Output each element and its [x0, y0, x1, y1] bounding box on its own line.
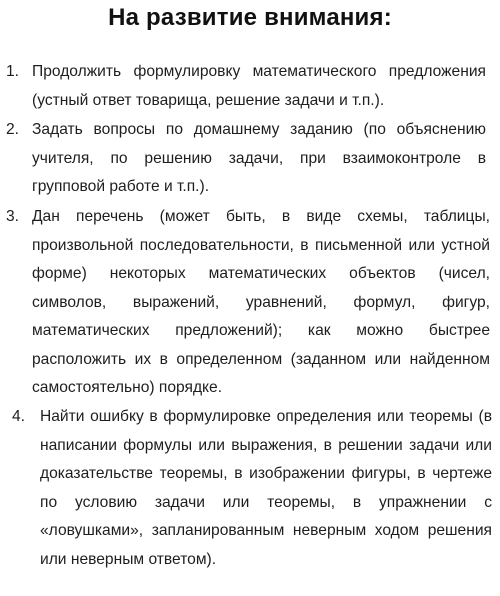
list-item-number: 2. — [6, 121, 20, 138]
list-item-number: 1. — [6, 63, 20, 80]
list-item — [6, 116, 486, 202]
list-item-text: Продолжить формулировку математического предложения (устный ответ товарища, решение задачи и т.п.). — [32, 63, 486, 109]
list-item-text: Дан перечень (может быть, в виде схемы, таблицы, произвольной последовательности, в письменной или устной форме) некоторых математических объектов (чисел, символов, выражений, уравнений, формул, фигур, математических предложений); как можно быстрее расположить их в определенном (заданном или найденном самостоятельно) порядке. — [32, 208, 490, 396]
document-title: На развитие внимания: — [108, 4, 392, 31]
list-item — [12, 403, 492, 574]
list-item-number: 4. — [12, 408, 26, 425]
list-item-text: Задать вопросы по домашнему заданию (по объяснению учителя, по решению задачи, при взаимоконтроле в групповой работе и т.п.). — [32, 121, 486, 195]
list-item-number: 3. — [6, 208, 20, 225]
list-item — [6, 203, 490, 403]
list-item — [6, 58, 486, 115]
list-item-text: Найти ошибку в формулировке определения или теоремы (в написании формулы или выражения, в решении задачи или доказательстве теоремы, в изображении фигуры, в чертеже по условию задачи или теоремы, в упражнении с «ловушками», запланированным неверным ходом решения или неверным ответом). — [40, 408, 492, 568]
